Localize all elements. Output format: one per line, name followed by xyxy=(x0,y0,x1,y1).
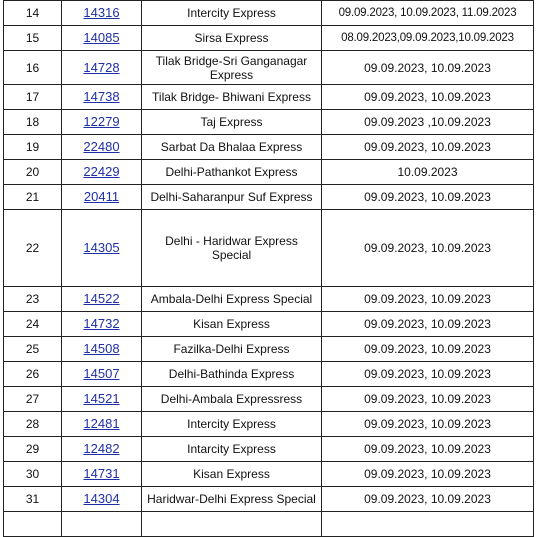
train-name: Tilak Bridge- Bhiwani Express xyxy=(142,85,322,110)
table-row xyxy=(4,110,534,135)
cancellation-dates: 09.09.2023, 10.09.2023 xyxy=(322,487,534,512)
cancellation-dates: 09.09.2023, 10.09.2023 xyxy=(322,312,534,337)
train-schedule-table xyxy=(3,0,534,537)
train-name: Intercity Express xyxy=(142,412,322,437)
train-number-link[interactable]: 12481 xyxy=(83,416,120,431)
train-number-link[interactable]: 14522 xyxy=(83,291,120,306)
table-row xyxy=(4,160,534,185)
table-row xyxy=(4,1,534,26)
train-number-link[interactable]: 14728 xyxy=(83,59,120,75)
serial-number xyxy=(4,512,62,537)
serial-number: 29 xyxy=(4,437,62,462)
train-number-link[interactable]: 14085 xyxy=(83,30,120,45)
train-number-link[interactable]: 14738 xyxy=(83,89,120,104)
table-row xyxy=(4,185,534,210)
serial-number: 24 xyxy=(4,312,62,337)
train-number-link[interactable]: 14731 xyxy=(83,466,120,481)
cancellation-dates: 09.09.2023, 10.09.2023 xyxy=(322,210,534,287)
cancellation-dates: 10.09.2023 xyxy=(322,160,534,185)
train-name: Delhi - Haridwar Express Special xyxy=(142,210,322,287)
serial-number: 18 xyxy=(4,110,62,135)
table-row xyxy=(4,362,534,387)
train-name: Delhi-Ambala Expressress xyxy=(142,387,322,412)
cancellation-dates: 09.09.2023, 10.09.2023 xyxy=(322,462,534,487)
train-name: Kisan Express xyxy=(142,462,322,487)
train-name: Intarcity Express xyxy=(142,437,322,462)
table-row xyxy=(4,210,534,287)
train-number-link[interactable]: 14521 xyxy=(83,391,120,406)
train-name: Tilak Bridge-Sri Ganganagar Express xyxy=(142,51,322,85)
cancellation-dates: 09.09.2023, 10.09.2023 xyxy=(322,362,534,387)
train-name: Fazilka-Delhi Express xyxy=(142,337,322,362)
table-row xyxy=(4,412,534,437)
cancellation-dates: 09.09.2023, 10.09.2023 xyxy=(322,337,534,362)
train-number-link[interactable]: 14507 xyxy=(83,366,120,381)
train-name: Sarbat Da Bhalaa Express xyxy=(142,135,322,160)
train-number-link[interactable]: 14316 xyxy=(83,5,120,20)
cancellation-dates: 09.09.2023, 10.09.2023 xyxy=(322,437,534,462)
table-row-partial xyxy=(4,512,534,537)
train-name: Taj Express xyxy=(142,110,322,135)
table-row xyxy=(4,287,534,312)
cancellation-dates: 09.09.2023 ,10.09.2023 xyxy=(322,110,534,135)
train-number-cell xyxy=(62,512,142,537)
cancellation-dates: 09.09.2023, 10.09.2023 xyxy=(322,51,534,85)
train-number-link[interactable]: 14305 xyxy=(83,240,120,255)
serial-number: 25 xyxy=(4,337,62,362)
train-number-link[interactable]: 14304 xyxy=(83,491,120,506)
train-name: Delhi-Bathinda Express xyxy=(142,362,322,387)
serial-number: 31 xyxy=(4,487,62,512)
serial-number: 21 xyxy=(4,185,62,210)
table-row xyxy=(4,387,534,412)
serial-number: 15 xyxy=(4,26,62,51)
serial-number: 17 xyxy=(4,85,62,110)
cancellation-dates xyxy=(322,512,534,537)
train-name xyxy=(142,512,322,537)
train-number-link[interactable]: 22429 xyxy=(83,164,120,179)
serial-number: 22 xyxy=(4,210,62,287)
train-number-link[interactable]: 14508 xyxy=(83,341,120,356)
train-number-link[interactable]: 12279 xyxy=(83,114,120,129)
train-number-link[interactable]: 12482 xyxy=(83,441,120,456)
serial-number: 16 xyxy=(4,51,62,85)
table-row xyxy=(4,337,534,362)
cancellation-dates: 09.09.2023, 10.09.2023 xyxy=(322,412,534,437)
cancellation-dates: 09.09.2023, 10.09.2023 xyxy=(322,387,534,412)
train-name: Kisan Express xyxy=(142,312,322,337)
train-name: Delhi-Pathankot Express xyxy=(142,160,322,185)
table-row xyxy=(4,462,534,487)
train-number-link[interactable]: 20411 xyxy=(83,189,120,204)
train-name: Haridwar-Delhi Express Special xyxy=(142,487,322,512)
train-name: Delhi-Saharanpur Suf Express xyxy=(142,185,322,210)
train-number-link[interactable]: 14732 xyxy=(83,316,120,331)
cancellation-dates: 09.09.2023, 10.09.2023 xyxy=(322,135,534,160)
cancellation-dates: 09.09.2023, 10.09.2023 xyxy=(322,185,534,210)
serial-number: 27 xyxy=(4,387,62,412)
table-body xyxy=(4,1,534,537)
serial-number: 28 xyxy=(4,412,62,437)
train-number-link[interactable]: 22480 xyxy=(83,139,120,154)
table-row xyxy=(4,437,534,462)
table-row xyxy=(4,312,534,337)
train-name: Sirsa Express xyxy=(142,26,322,51)
table-row xyxy=(4,51,534,85)
train-name: Ambala-Delhi Express Special xyxy=(142,287,322,312)
cancellation-dates: 09.09.2023, 10.09.2023 xyxy=(322,287,534,312)
serial-number: 14 xyxy=(4,1,62,26)
serial-number: 20 xyxy=(4,160,62,185)
serial-number: 19 xyxy=(4,135,62,160)
serial-number: 26 xyxy=(4,362,62,387)
cancellation-dates: 09.09.2023, 10.09.2023 xyxy=(322,85,534,110)
cancellation-dates: 09.09.2023, 10.09.2023, 11.09.2023 xyxy=(322,1,534,26)
serial-number: 30 xyxy=(4,462,62,487)
table-row xyxy=(4,135,534,160)
serial-number: 23 xyxy=(4,287,62,312)
train-name: Intercity Express xyxy=(142,1,322,26)
table-row xyxy=(4,85,534,110)
table-row xyxy=(4,487,534,512)
table-row xyxy=(4,26,534,51)
cancellation-dates: 08.09.2023,09.09.2023,10.09.2023 xyxy=(322,26,534,51)
